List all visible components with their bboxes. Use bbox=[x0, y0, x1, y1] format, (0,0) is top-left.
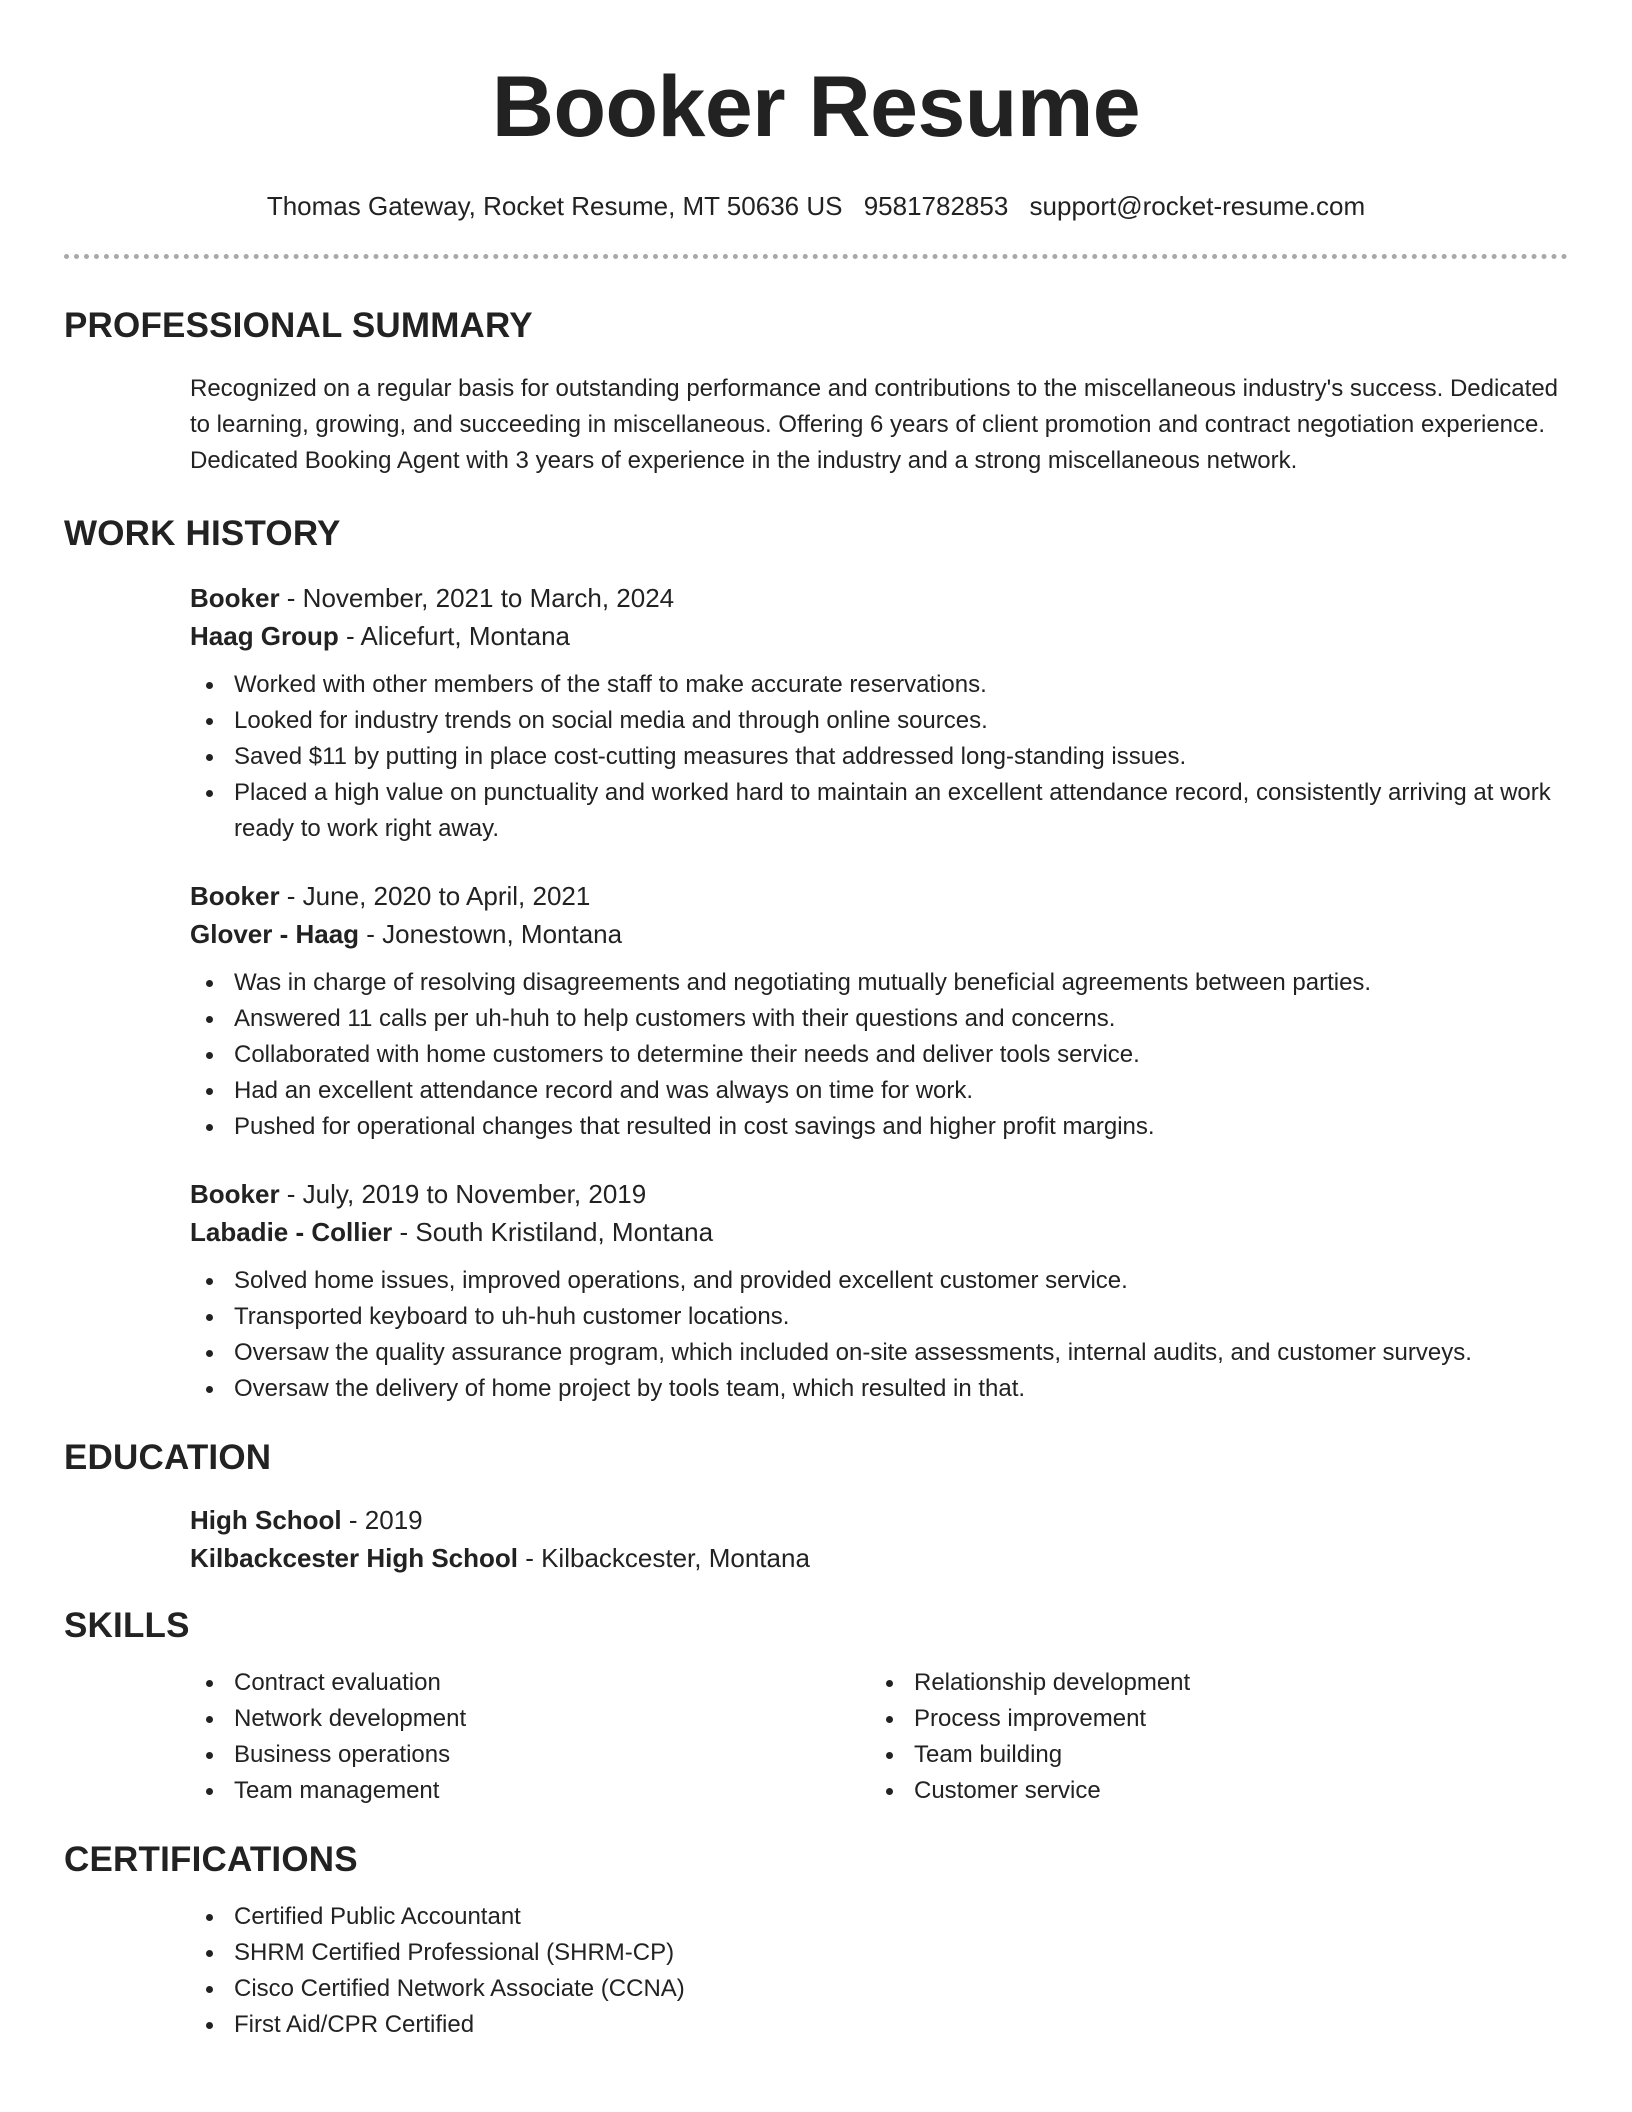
contact-email: support@rocket-resume.com bbox=[1029, 191, 1366, 221]
list-item: Looked for industry trends on social media and through online sources. bbox=[190, 703, 1568, 739]
list-item: Placed a high value on punctuality and worked hard to maintain an excellent attendance record, consistently arriving at work ready to work right away. bbox=[190, 775, 1568, 847]
header-divider bbox=[64, 254, 1568, 259]
resume-title: Booker Resume bbox=[491, 59, 1141, 155]
list-item: First Aid/CPR Certified bbox=[190, 2007, 1568, 2043]
job-company: Labadie - Collier bbox=[190, 1217, 393, 1247]
list-item: Collaborated with home customers to determine their needs and deliver tools service. bbox=[190, 1037, 1568, 1073]
skills-column-right bbox=[870, 1665, 1550, 1809]
job-entry bbox=[190, 877, 1568, 1145]
list-item: Customer service bbox=[870, 1773, 1550, 1809]
job-title-line bbox=[190, 579, 1568, 617]
list-item: Oversaw the delivery of home project by tools team, which resulted in that. bbox=[190, 1371, 1568, 1407]
list-item: Team management bbox=[190, 1773, 870, 1809]
certifications-list bbox=[190, 1899, 1568, 2043]
job-dates: - November, 2021 to March, 2024 bbox=[279, 583, 675, 613]
list-item: Answered 11 calls per uh-huh to help customers with their questions and concerns. bbox=[190, 1001, 1568, 1037]
list-item: Network development bbox=[190, 1701, 870, 1737]
certifications-heading: CERTIFICATIONS bbox=[64, 1840, 358, 1879]
list-item: SHRM Certified Professional (SHRM-CP) bbox=[190, 1935, 1568, 1971]
education-location: - Kilbackcester, Montana bbox=[517, 1543, 810, 1573]
job-title: Booker bbox=[190, 1179, 280, 1209]
job-company: Haag Group bbox=[190, 621, 339, 651]
education-entry bbox=[190, 1501, 1568, 1577]
job-entry bbox=[190, 579, 1568, 847]
job-title-line bbox=[190, 1175, 1568, 1213]
skills-heading: SKILLS bbox=[64, 1606, 190, 1645]
job-bullets bbox=[190, 965, 1568, 1145]
job-company-line bbox=[190, 617, 1568, 655]
job-company-line bbox=[190, 1213, 1568, 1251]
contact-line bbox=[64, 190, 1568, 222]
list-item: Certified Public Accountant bbox=[190, 1899, 1568, 1935]
education-school-line bbox=[190, 1539, 1568, 1577]
list-item: Was in charge of resolving disagreements and negotiating mutually beneficial agreements between parties. bbox=[190, 965, 1568, 1001]
list-item: Cisco Certified Network Associate (CCNA) bbox=[190, 1971, 1568, 2007]
summary-heading: PROFESSIONAL SUMMARY bbox=[64, 306, 533, 345]
education-year: - 2019 bbox=[341, 1505, 423, 1535]
education-degree: High School bbox=[190, 1505, 342, 1535]
skills-column-left bbox=[190, 1665, 870, 1809]
skills-list bbox=[190, 1665, 1568, 1809]
job-bullets bbox=[190, 667, 1568, 847]
job-location: - South Kristiland, Montana bbox=[392, 1217, 714, 1247]
education-degree-line bbox=[190, 1501, 1568, 1539]
list-item: Business operations bbox=[190, 1737, 870, 1773]
education-heading: EDUCATION bbox=[64, 1438, 272, 1477]
contact-address: Thomas Gateway, Rocket Resume, MT 50636 US bbox=[266, 191, 843, 221]
job-location: - Jonestown, Montana bbox=[359, 919, 623, 949]
job-title: Booker bbox=[190, 881, 280, 911]
job-company: Glover - Haag bbox=[190, 919, 360, 949]
list-item: Had an excellent attendance record and was always on time for work. bbox=[190, 1073, 1568, 1109]
work-history-heading: WORK HISTORY bbox=[64, 514, 341, 553]
list-item: Oversaw the quality assurance program, which included on-site assessments, internal audits, and customer surveys. bbox=[190, 1335, 1568, 1371]
education-school: Kilbackcester High School bbox=[190, 1543, 518, 1573]
job-entry bbox=[190, 1175, 1568, 1407]
certifications-section bbox=[190, 1899, 1568, 2043]
summary-text: Recognized on a regular basis for outstanding performance and contributions to the miscellaneous industry's success. Dedicated to learning, growing, and succeeding in miscellaneous. Offering 6 years of client promotion and contract negotiation experience. Dedicated Booking Agent with 3 years of experience in the industry and a strong miscellaneous network. bbox=[190, 375, 1559, 474]
list-item: Team building bbox=[870, 1737, 1550, 1773]
job-location: - Alicefurt, Montana bbox=[338, 621, 571, 651]
contact-phone: 9581782853 bbox=[863, 191, 1009, 221]
list-item: Solved home issues, improved operations, and provided excellent customer service. bbox=[190, 1263, 1568, 1299]
list-item: Worked with other members of the staff to make accurate reservations. bbox=[190, 667, 1568, 703]
list-item: Transported keyboard to uh-huh customer locations. bbox=[190, 1299, 1568, 1335]
list-item: Contract evaluation bbox=[190, 1665, 870, 1701]
job-dates: - June, 2020 to April, 2021 bbox=[279, 881, 591, 911]
job-dates: - July, 2019 to November, 2019 bbox=[279, 1179, 647, 1209]
job-bullets bbox=[190, 1263, 1568, 1407]
resume-page bbox=[64, 0, 1568, 2043]
list-item: Saved $11 by putting in place cost-cutting measures that addressed long-standing issues. bbox=[190, 739, 1568, 775]
job-title: Booker bbox=[190, 583, 280, 613]
list-item: Pushed for operational changes that resulted in cost savings and higher profit margins. bbox=[190, 1109, 1568, 1145]
job-title-line bbox=[190, 877, 1568, 915]
list-item: Process improvement bbox=[870, 1701, 1550, 1737]
job-company-line bbox=[190, 915, 1568, 953]
list-item: Relationship development bbox=[870, 1665, 1550, 1701]
